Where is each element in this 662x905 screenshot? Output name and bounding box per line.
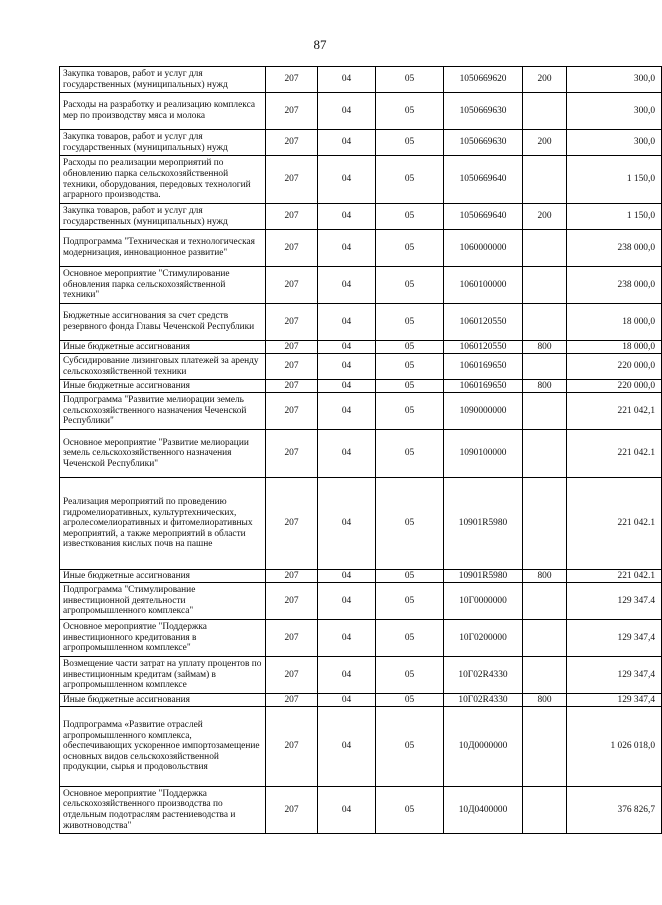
table-row [60,430,662,478]
expense-type-code [523,93,567,130]
table-row [60,583,662,620]
table-row [60,380,662,393]
section-code: 04 [318,620,376,657]
grbs-code: 207 [266,156,318,204]
target-article-code: 1050669630 [444,93,523,130]
target-article-code: 10Г02R4330 [444,694,523,707]
item-name: Реализация мероприятий по проведению гидромелиоративных, культуртехнических, агролесомелиоративных и фитомелиоративных мероприятий, а также мероприятий в области известкования кислых почв на пашне [60,478,266,570]
amount: 1 150,0 [567,204,662,230]
section-code: 04 [318,341,376,354]
table-row [60,570,662,583]
subsection-code: 05 [376,354,444,380]
item-name: Бюджетные ассигнования за счет средств резервного фонда Главы Чеченской Республики [60,304,266,341]
expense-type-code: 200 [523,67,567,93]
expense-type-code [523,583,567,620]
table-row [60,694,662,707]
target-article-code: 1060100000 [444,267,523,304]
item-name: Расходы по реализации мероприятий по обновлению парка сельскохозяйственной техники, оборудования, передовых технологий аграрного производства. [60,156,266,204]
section-code: 04 [318,583,376,620]
item-name: Закупка товаров, работ и услуг для государственных (муниципальных) нужд [60,204,266,230]
section-code: 04 [318,156,376,204]
subsection-code: 05 [376,230,444,267]
subsection-code: 05 [376,204,444,230]
table-row [60,707,662,787]
target-article-code: 1060120550 [444,341,523,354]
item-name: Основное мероприятие "Развитие мелиорации земель сельскохозяйственного назначения Чеченской Республики" [60,430,266,478]
section-code: 04 [318,787,376,834]
item-name: Иные бюджетные ассигнования [60,341,266,354]
amount: 221 042.1 [567,570,662,583]
amount: 300,0 [567,130,662,156]
item-name: Субсидирование лизинговых платежей за аренду сельскохозяйственной техники [60,354,266,380]
expense-type-code [523,787,567,834]
grbs-code: 207 [266,354,318,380]
subsection-code: 05 [376,430,444,478]
budget-table-body [60,67,662,834]
amount: 18 000,0 [567,304,662,341]
amount: 1 150,0 [567,156,662,204]
amount: 18 000,0 [567,341,662,354]
expense-type-code: 800 [523,341,567,354]
expense-type-code: 200 [523,204,567,230]
subsection-code: 05 [376,304,444,341]
grbs-code: 207 [266,67,318,93]
section-code: 04 [318,67,376,93]
expense-type-code [523,657,567,694]
amount: 300,0 [567,93,662,130]
grbs-code: 207 [266,204,318,230]
grbs-code: 207 [266,93,318,130]
amount: 221 042,1 [567,393,662,430]
grbs-code: 207 [266,430,318,478]
target-article-code: 1060120550 [444,304,523,341]
table-row [60,156,662,204]
section-code: 04 [318,130,376,156]
section-code: 04 [318,694,376,707]
amount: 300,0 [567,67,662,93]
amount: 238 000,0 [567,267,662,304]
grbs-code: 207 [266,393,318,430]
item-name: Основное мероприятие "Поддержка инвестиционного кредитования в агропромышленном комплексе" [60,620,266,657]
grbs-code: 207 [266,304,318,341]
grbs-code: 207 [266,583,318,620]
section-code: 04 [318,93,376,130]
item-name: Подпрограмма «Развитие отраслей агропромышленного комплекса, обеспечивающих ускоренное импортозамещение основных видов сельскохозяйственной продукции, сырья и продовольствия [60,707,266,787]
table-row [60,787,662,834]
grbs-code: 207 [266,657,318,694]
grbs-code: 207 [266,341,318,354]
target-article-code: 10Г02R4330 [444,657,523,694]
subsection-code: 05 [376,707,444,787]
expense-type-code [523,430,567,478]
expense-type-code [523,354,567,380]
subsection-code: 05 [376,657,444,694]
item-name: Иные бюджетные ассигнования [60,570,266,583]
table-row [60,478,662,570]
expense-type-code: 800 [523,570,567,583]
item-name: Подпрограмма "Стимулирование инвестиционной деятельности агропромышленного комплекса" [60,583,266,620]
subsection-code: 05 [376,620,444,657]
grbs-code: 207 [266,380,318,393]
table-row [60,267,662,304]
item-name: Возмещение части затрат на уплату процентов по инвестиционным кредитам (займам) в агропромышленном комплексе [60,657,266,694]
item-name: Закупка товаров, работ и услуг для государственных (муниципальных) нужд [60,67,266,93]
item-name: Расходы на разработку и реализацию комплекса мер по производству мяса и молока [60,93,266,130]
section-code: 04 [318,380,376,393]
table-row [60,93,662,130]
item-name: Иные бюджетные ассигнования [60,694,266,707]
target-article-code: 1060169650 [444,354,523,380]
expense-type-code [523,304,567,341]
expense-type-code [523,707,567,787]
subsection-code: 05 [376,583,444,620]
amount: 220 000,0 [567,380,662,393]
target-article-code: 1050669640 [444,156,523,204]
expense-type-code [523,156,567,204]
target-article-code: 10901R5980 [444,478,523,570]
grbs-code: 207 [266,267,318,304]
section-code: 04 [318,393,376,430]
target-article-code: 10Д0000000 [444,707,523,787]
amount: 221 042.1 [567,478,662,570]
expense-type-code [523,230,567,267]
amount: 1 026 018,0 [567,707,662,787]
item-name: Основное мероприятие "Стимулирование обновления парка сельскохозяйственной техники" [60,267,266,304]
table-row [60,393,662,430]
target-article-code: 10Д0400000 [444,787,523,834]
expense-type-code [523,267,567,304]
subsection-code: 05 [376,67,444,93]
amount: 221 042.1 [567,430,662,478]
expense-type-code: 800 [523,380,567,393]
target-article-code: 1050669620 [444,67,523,93]
target-article-code: 1050669630 [444,130,523,156]
target-article-code: 10Г0000000 [444,583,523,620]
subsection-code: 05 [376,694,444,707]
target-article-code: 1060000000 [444,230,523,267]
item-name: Иные бюджетные ассигнования [60,380,266,393]
section-code: 04 [318,707,376,787]
grbs-code: 207 [266,620,318,657]
section-code: 04 [318,204,376,230]
expense-type-code: 800 [523,694,567,707]
expense-type-code: 200 [523,130,567,156]
amount: 129 347,4 [567,694,662,707]
amount: 376 826,7 [567,787,662,834]
table-row [60,204,662,230]
target-article-code: 10Г0200000 [444,620,523,657]
table-row [60,130,662,156]
subsection-code: 05 [376,93,444,130]
table-row [60,354,662,380]
page-number: 87 [313,37,327,52]
section-code: 04 [318,430,376,478]
amount: 129 347,4 [567,620,662,657]
subsection-code: 05 [376,267,444,304]
grbs-code: 207 [266,787,318,834]
target-article-code: 1060169650 [444,380,523,393]
subsection-code: 05 [376,570,444,583]
expense-type-code [523,478,567,570]
amount: 220 000,0 [567,354,662,380]
table-row [60,230,662,267]
table-row [60,304,662,341]
target-article-code: 1090100000 [444,430,523,478]
target-article-code: 1050669640 [444,204,523,230]
item-name: Подпрограмма "Развитие мелиорации земель сельскохозяйственного назначения Чеченской Республики" [60,393,266,430]
amount: 238 000,0 [567,230,662,267]
subsection-code: 05 [376,341,444,354]
table-row [60,341,662,354]
table-row [60,67,662,93]
section-code: 04 [318,570,376,583]
table-row [60,620,662,657]
section-code: 04 [318,478,376,570]
grbs-code: 207 [266,707,318,787]
subsection-code: 05 [376,478,444,570]
grbs-code: 207 [266,478,318,570]
budget-table [59,66,662,834]
grbs-code: 207 [266,570,318,583]
expense-type-code [523,620,567,657]
item-name: Основное мероприятие "Поддержка сельскохозяйственного производства по отдельным подотраслям растениеводства и животноводства" [60,787,266,834]
section-code: 04 [318,304,376,341]
subsection-code: 05 [376,130,444,156]
grbs-code: 207 [266,230,318,267]
item-name: Закупка товаров, работ и услуг для государственных (муниципальных) нужд [60,130,266,156]
target-article-code: 10901R5980 [444,570,523,583]
grbs-code: 207 [266,694,318,707]
subsection-code: 05 [376,380,444,393]
subsection-code: 05 [376,156,444,204]
item-name: Подпрограмма "Техническая и технологическая модернизация, инновационное развитие" [60,230,266,267]
grbs-code: 207 [266,130,318,156]
amount: 129 347,4 [567,657,662,694]
section-code: 04 [318,354,376,380]
section-code: 04 [318,267,376,304]
amount: 129 347.4 [567,583,662,620]
target-article-code: 1090000000 [444,393,523,430]
subsection-code: 05 [376,787,444,834]
subsection-code: 05 [376,393,444,430]
expense-type-code [523,393,567,430]
table-row [60,657,662,694]
section-code: 04 [318,657,376,694]
section-code: 04 [318,230,376,267]
